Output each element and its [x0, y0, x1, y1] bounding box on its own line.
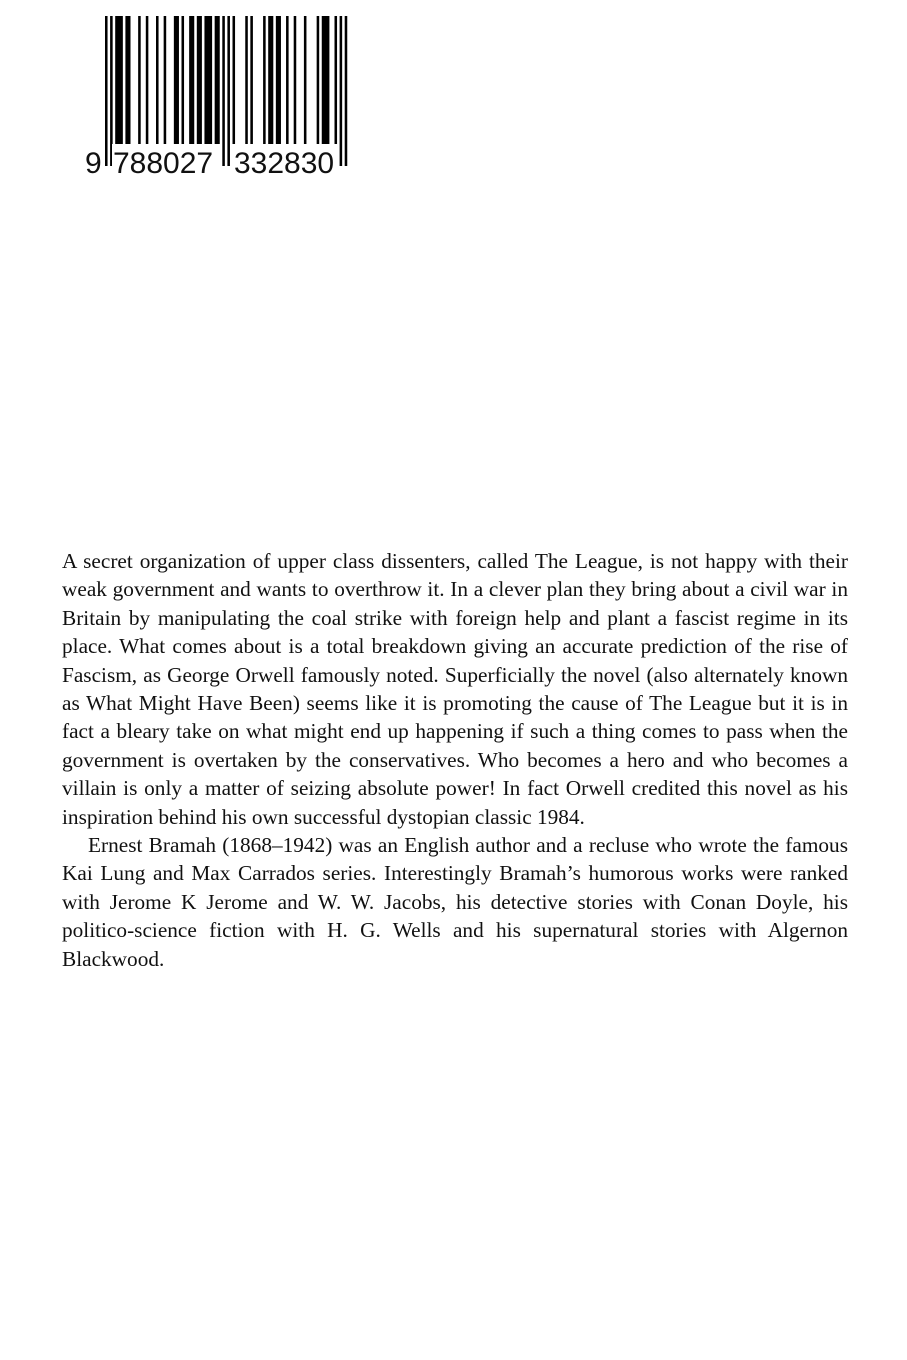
- barcode-left-digits: 788027: [112, 144, 214, 184]
- barcode-bar: [164, 16, 167, 144]
- barcode-bar: [156, 16, 159, 144]
- barcode-bar: [125, 16, 130, 144]
- barcode-bar: [317, 16, 320, 144]
- barcode-right-digits: 332830: [233, 144, 335, 184]
- barcode-number: [80, 144, 350, 184]
- barcode-bar: [115, 16, 123, 144]
- back-cover-blurb: [62, 547, 848, 973]
- barcode-bar: [286, 16, 289, 144]
- barcode-bar: [146, 16, 149, 144]
- barcode-bar: [197, 16, 202, 144]
- barcode-bar: [215, 16, 220, 144]
- blurb-paragraph-synopsis: A secret organization of upper class dissenters, called The League, is not happy with their weak government and wants to overthrow it. In a clever plan they bring about a civil war in Britain by manipulating the coal strike with foreign help and plant a fascist regime in its place. What comes about is a total breakdown giving an accurate prediction of the rise of Fascism, as George Orwell famously noted. Superficially the novel (also alternately known as What Might Have Been) seems like it is promoting the cause of The League but it is in fact a bleary take on what might end up happening if such a thing comes to pass when the government is overtaken by the conservatives. Who becomes a hero and who becomes a villain is only a matter of seizing absolute power! In fact Orwell credited this novel as his inspiration behind his own successful dystopian classic 1984.: [62, 549, 848, 829]
- barcode-bar: [182, 16, 185, 144]
- barcode-bar: [263, 16, 266, 144]
- isbn-barcode: [80, 16, 350, 180]
- barcode-bar: [233, 16, 236, 144]
- barcode-bar: [250, 16, 253, 144]
- barcode-bar: [174, 16, 179, 144]
- barcode-bar: [304, 16, 307, 144]
- barcode-bar: [335, 16, 338, 144]
- blurb-paragraph-author: Ernest Bramah (1868–1942) was an English author and a recluse who wrote the famous Kai Lung and Max Carrados series. Interestingly Bramah’s humorous works were ranked with Jerome K Jerome and W. W. Jacobs, his detective stories with Conan Doyle, his politico-science fiction with H. G. Wells and his supernatural stories with Algernon Blackwood.: [62, 833, 848, 971]
- barcode-bar: [204, 16, 212, 144]
- barcode-first-digit: 9: [84, 144, 103, 184]
- barcode-bar: [268, 16, 273, 144]
- barcode-bar: [245, 16, 248, 144]
- barcode-bar: [138, 16, 141, 144]
- barcode-bar: [294, 16, 297, 144]
- barcode-bar: [322, 16, 330, 144]
- barcode-bar: [189, 16, 194, 144]
- barcode-bar: [276, 16, 281, 144]
